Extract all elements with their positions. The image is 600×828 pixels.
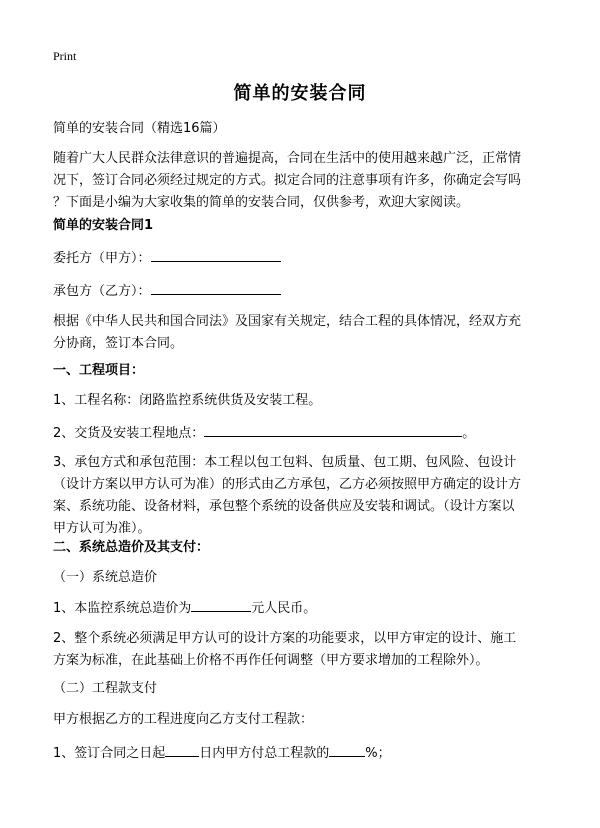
pay1-suffix: %；: [365, 746, 391, 761]
price-prefix: 1、本监控系统总造价为: [53, 601, 192, 616]
party-a-line: [53, 247, 553, 270]
item2-line: [53, 422, 553, 445]
sub2-heading: （二）工程款支付: [53, 681, 158, 696]
payment-intro: 甲方根据乙方的工程进度向乙方支付工程款：: [53, 712, 314, 727]
item1-text: 1、工程名称：闭路监控系统供货及安装工程。: [53, 393, 322, 408]
item3-line: 案、系统功能、设备材料，承包整个系统的设备供应及安装和调试。（设计方案以: [53, 499, 515, 514]
contract-heading: 简单的安装合同1: [53, 218, 154, 233]
party-b-blank: [151, 280, 281, 295]
basis-line: 根据《中华人民共和国合同法》及国家有关规定，结合工程的具体情况，经双方充: [53, 314, 522, 329]
print-label: Print: [53, 49, 77, 63]
basis-line: 分协商，签订本合同。: [53, 336, 184, 351]
party-a-blank: [151, 247, 281, 262]
item2-suffix: 。: [462, 426, 476, 441]
item3-paragraph: [53, 452, 553, 540]
location-blank: [204, 422, 462, 437]
section1-heading: 一、工程项目：: [53, 363, 145, 378]
party-b-label: 承包方（乙方）：: [53, 284, 151, 299]
pay1-middle: 日内甲方付总工程款的: [199, 746, 330, 761]
sub1-heading: （一）系统总造价: [53, 570, 158, 585]
item3-line: （设计方案以甲方认可为准）的形式由乙方承包，乙方必须按照甲方确定的设计方: [53, 477, 522, 492]
item3-line: 甲方认可为准）。: [53, 521, 151, 536]
item2-prefix: 2、交货及安装工程地点：: [53, 426, 205, 441]
intro-line: 况下，签订合同必须经过规定的方式。拟定合同的注意事项有许多，你确定会写吗: [53, 173, 522, 188]
pay1-prefix: 1、签订合同之日起: [53, 746, 166, 761]
document-title: 简单的安装合同: [233, 83, 367, 104]
intro-paragraph: [53, 148, 553, 214]
adjust-line: 2、整个系统必须满足甲方认可的设计方案的功能要求，以甲方审定的设计、施工: [53, 631, 517, 646]
party-a-label: 委托方（甲方）：: [53, 251, 151, 266]
intro-line: 随着广大人民群众法律意识的普遍提高，合同在生活中的使用越来越广泛，正常情: [53, 151, 522, 166]
item3-line: 3、承包方式和承包范围：本工程以包工包料、包质量、包工期、包风险、包设计: [53, 455, 517, 470]
pay1-line: [53, 742, 553, 765]
basis-paragraph: [53, 311, 553, 355]
document-subtitle: 简单的安装合同（精选16篇）: [53, 121, 226, 136]
price-blank: [191, 597, 251, 612]
percent-blank: [329, 742, 365, 757]
intro-line: ？下面是小编为大家收集的简单的安装合同，仅供参考，欢迎大家阅读。: [53, 195, 470, 210]
days-blank: [165, 742, 199, 757]
party-b-line: [53, 280, 553, 303]
section2-heading: 二、系统总造价及其支付：: [53, 540, 210, 555]
price-line: [53, 597, 553, 620]
adjust-paragraph: [53, 628, 553, 672]
price-suffix: 元人民币。: [251, 601, 317, 616]
adjust-line: 方案为标准，在此基础上价格不再作任何调整（甲方要求增加的工程除外）。: [53, 653, 489, 668]
